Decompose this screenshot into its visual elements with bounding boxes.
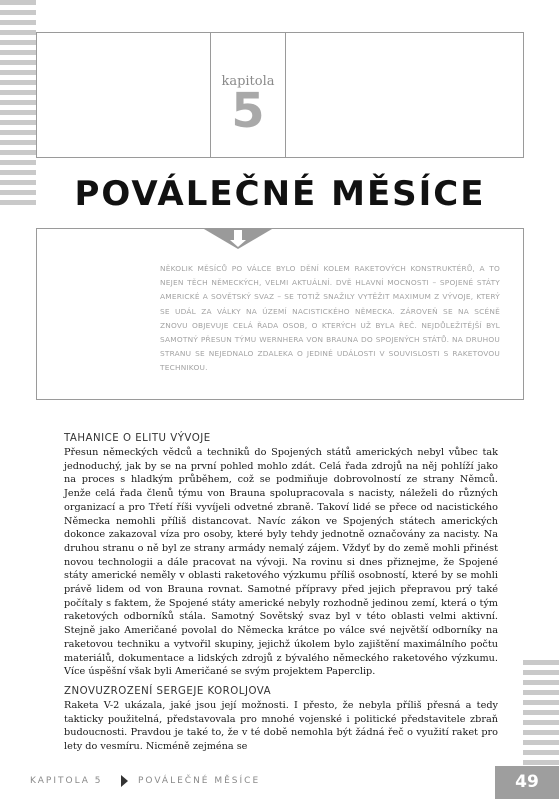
page-number-box bbox=[495, 766, 559, 799]
chapter-label: kapitola bbox=[221, 74, 275, 89]
footer-chapter-title: POVÁLEČNÉ MĚSÍCE bbox=[138, 776, 261, 786]
section-heading: TAHANICE O ELITU VÝVOJE bbox=[64, 433, 211, 444]
down-arrow-icon-tip bbox=[230, 240, 246, 247]
section-paragraph: Přesun německých vědců a techniků do Spojených států amerických nebyl vůbec tak jednoduchý, jak by se na první pohled mohlo zdát. Celá řada zdrojů na něj pohlíží jako na proces s hladkým průběhem, což se podmiňuje dobrovolností ze strany Němců. Jenže celá řada členů týmu von Brauna spolupracovala s nacisty, náleželi do různých organizací a pro Třetí říši vyvíjeli odvetné zbraně. Takoví lidé se přece od nacistického Německa nemohli příliš distancovat. Navíc zákon ve Spojených státech amerických dokonce zakazoval víza pro osoby, které byly tehdy jednotně označovány za nacisty. Na druhou stranu o ně byl ze strany armády nemalý zájem. Vždyť by do země mohli přinést novou technologii a dále pracovat na vývoji. Na rovinu si dnes přiznejme, že Spojené státy americké neměly v oblasti raketového výzkumu příliš osobností, které by se mohli právě lidem od von Brauna rovnat. Samotné přípravy před jejich přepravou prý také počítaly s faktem, že Spojené státy americké nebyly rozhodně jedinou zemí, která o tým raketových odborníků stála. Samotný Sovětský svaz byl v této oblasti velmi aktivní. Stejně jako Američané povolal do Německa krátce po válce své největší odborníky na raketovou techniku a vytvořil skupiny, jejichž úkolem bylo zajištění maximálního počtu materiálů, dokumentace a lidských zdrojů z bývalého německého raketového výzkumu. Více úspěšní však byli Američané se svým projektem Paperclip. bbox=[64, 447, 498, 678]
section-paragraph: Raketa V-2 ukázala, jaké jsou její možnosti. I přesto, že nebyla příliš přesná a tedy takticky použitelná, představovala pro mnohé vojenské i politické představitele zbraň budoucnosti. Pravdou je také to, že v té době nemohla být žádná řeč o využití raket pro lety do vesmíru. Nicméně zejména se bbox=[64, 700, 498, 753]
chapter-title: POVÁLEČNÉ MĚSÍCE bbox=[74, 174, 486, 214]
decorative-stripes-left bbox=[0, 0, 36, 205]
chapter-title-band bbox=[36, 157, 524, 229]
footer-chapter-label: KAPITOLA 5 bbox=[30, 776, 103, 786]
chapter-number: 5 bbox=[231, 83, 265, 139]
chapter-intro: NĚKOLIK MĚSÍCŮ PO VÁLCE BYLO DĚNÍ KOLEM RAKETOVÝCH KONSTRUKTÉRŮ, A TO NEJEN TĚCH NĚMECKÝCH, VELMI AKTUÁLNÍ. DVĚ HLAVNÍ MOCNOSTI – SPOJENÉ STÁTY AMERICKÉ A SOVĚTSKÝ SVAZ – SE TOTIŽ SNAŽILY VYTĚŽIT MAXIMUM Z VÝVOJE, KTERÝ SE UDÁL ZA VÁLKY NA ÚZEMÍ NACISTICKÉHO NĚMECKA. ZÁROVEŇ SE NA SCÉNĚ ZNOVU OBJEVUJE CELÁ ŘADA OSOB, O KTERÝCH UŽ BYLA ŘEČ. NEJDŮLEŽITĚJŠÍ BYL SAMOTNÝ PŘESUN TÝMU WERNHERA VON BRAUNA DO SPOJENÝCH STÁTŮ. NA DRUHOU STRANU SE NEJEDNALO ZDALEKA O JEDINÉ UDÁLOSTI V SOUVISLOSTI S RAKETOVOU TECHNIKOU. bbox=[160, 264, 500, 373]
section-heading: ZNOVUZROZENÍ SERGEJE KOROLJOVA bbox=[64, 686, 272, 697]
page-number: 49 bbox=[515, 772, 539, 792]
chevron-right-icon bbox=[121, 775, 128, 787]
decorative-stripes-right bbox=[523, 660, 559, 768]
chapter-number-box bbox=[210, 32, 286, 157]
